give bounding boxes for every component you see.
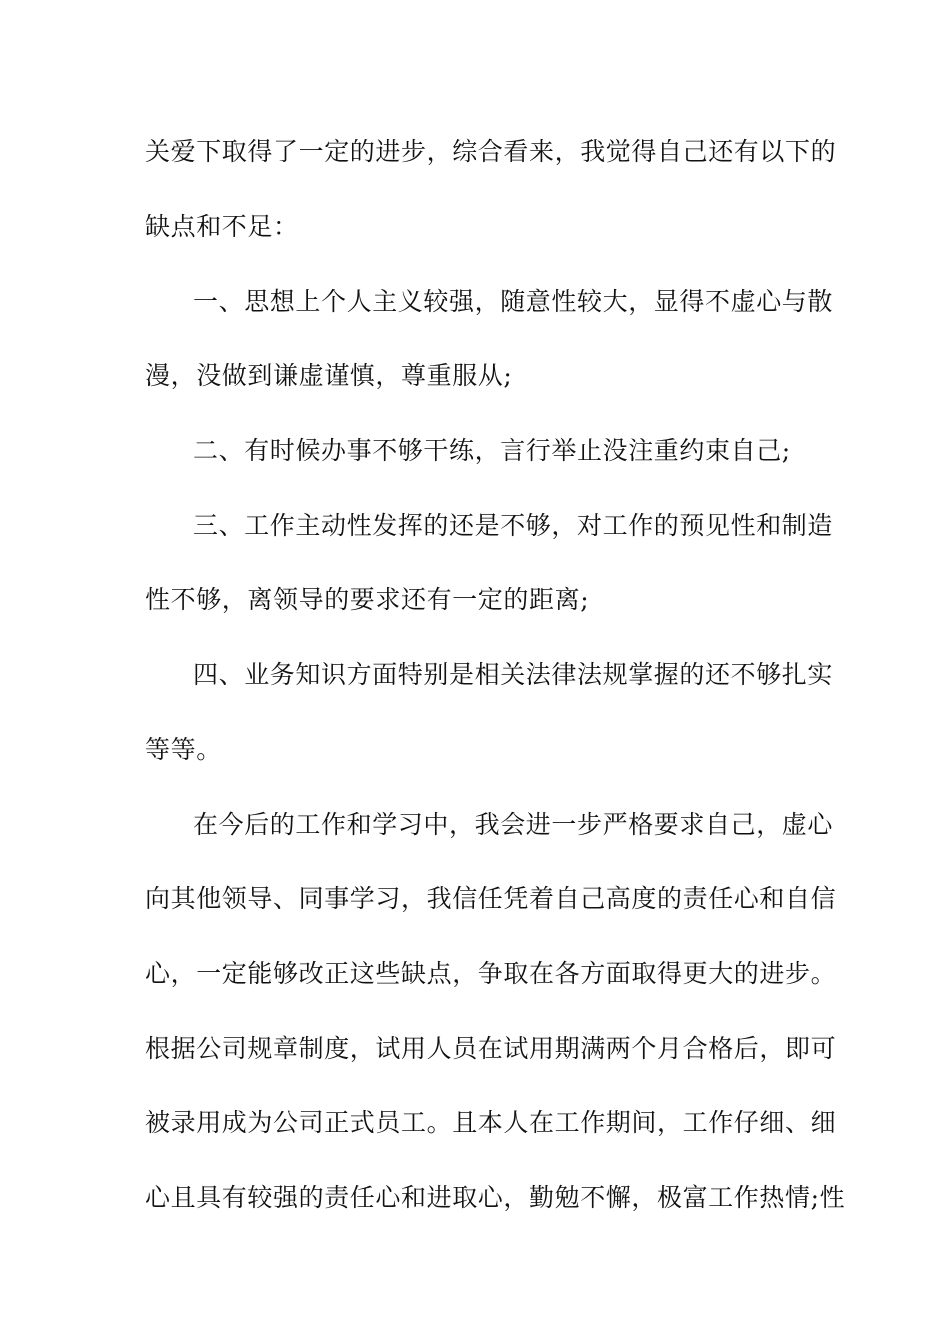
- text-line: 心且具有较强的责任心和进取心，勤勉不懈，极富工作热情;性: [145, 1183, 846, 1212]
- text-line: 漫，没做到谦虚谨慎，尊重服从;: [145, 361, 513, 390]
- text-line: 性不够，离领导的要求还有一定的距离;: [145, 585, 590, 614]
- text-line: 向其他领导、同事学习，我信任凭着自己高度的责任心和自信: [145, 884, 837, 913]
- text-line: 在今后的工作和学习中，我会进一步严格要求自己，虚心: [193, 810, 834, 839]
- text-line: 等等。: [145, 735, 222, 764]
- text-line: 四、业务知识方面特别是相关法律法规掌握的还不够扎实: [193, 660, 834, 689]
- text-line: 三、工作主动性发挥的还是不够，对工作的预见性和制造: [193, 511, 834, 540]
- text-line: 缺点和不足：: [145, 212, 299, 241]
- text-line: 根据公司规章制度，试用人员在试用期满两个月合格后，即可: [145, 1034, 837, 1063]
- text-line: 被录用成为公司正式员工。且本人在工作期间，工作仔细、细: [145, 1108, 837, 1137]
- text-line: 二、有时候办事不够干练，言行举止没注重约束自己;: [193, 436, 791, 465]
- text-line: 心，一定能够改正这些缺点，争取在各方面取得更大的进步。: [145, 959, 837, 988]
- text-line: 一、思想上个人主义较强，随意性较大，显得不虚心与散: [193, 287, 834, 316]
- text-line: 关爱下取得了一定的进步，综合看来，我觉得自己还有以下的: [145, 137, 837, 166]
